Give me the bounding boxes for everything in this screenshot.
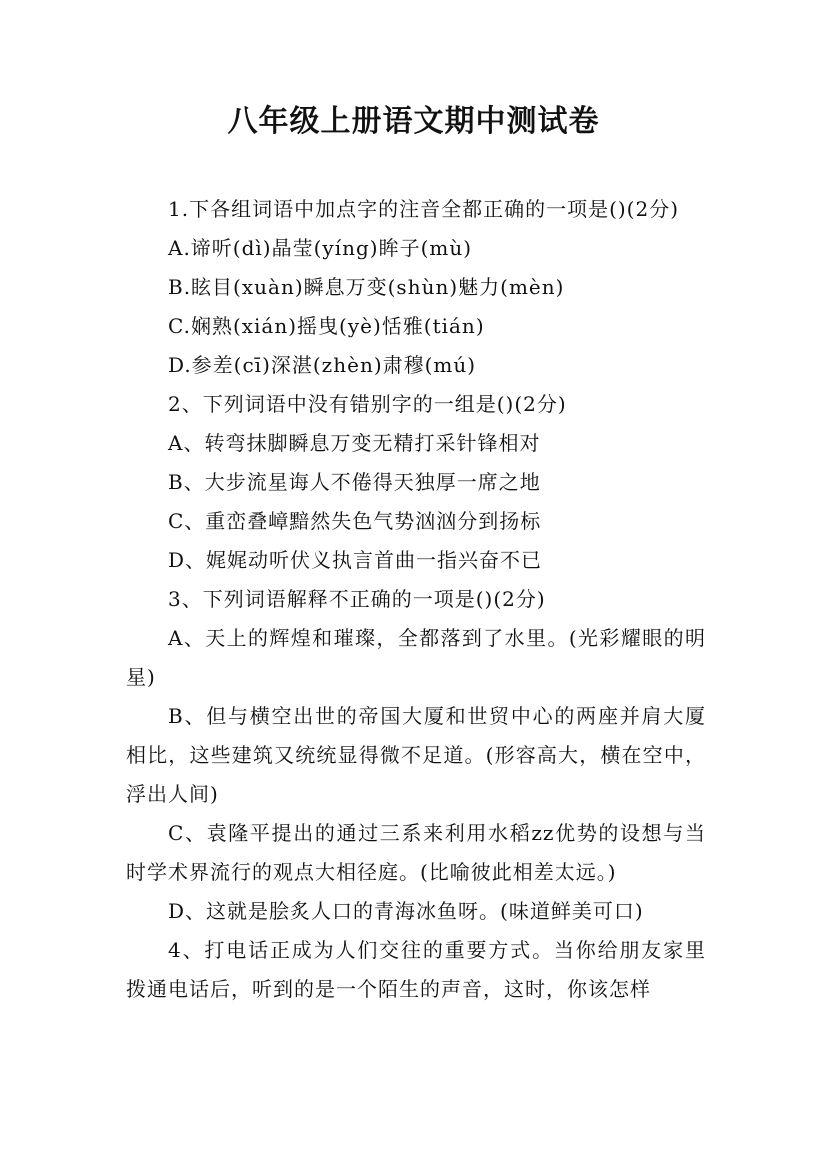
question-4-stem: 4、打电话正成为人们交往的重要方式。当你给朋友家里拨通电话后，听到的是一个陌生的声音，这时，你该怎样 xyxy=(126,938,706,1001)
question-2-option-c: C、重峦叠嶂黯然失色气势汹汹分到扬标 xyxy=(168,509,542,533)
question-1-option-a: A.谛听(dì)晶莹(yíng)眸子(mù) xyxy=(168,236,473,260)
page-title: 八年级上册语文期中测试卷 xyxy=(227,104,600,139)
question-1-option-c: C.娴熟(xián)摇曳(yè)恬雅(tián) xyxy=(168,314,485,338)
question-3-option-c: C、袁隆平提出的通过三系来利用水稻zz优势的设想与当时学术界流行的观点大相径庭。(比喻彼此相差太远。) xyxy=(126,821,706,884)
question-1-option-b: B.眩目(xuàn)瞬息万变(shùn)魅力(mèn) xyxy=(168,275,565,299)
question-2-option-b: B、大步流星诲人不倦得天独厚一席之地 xyxy=(168,470,541,494)
question-3-option-a: A、天上的辉煌和璀璨，全都落到了水里。(光彩耀眼的明星) xyxy=(126,626,706,689)
question-2-option-a: A、转弯抹脚瞬息万变无精打采针锋相对 xyxy=(168,431,541,455)
question-3-option-b: B、但与横空出世的帝国大厦和世贸中心的两座并肩大厦相比，这些建筑又统统显得微不足道。(形容高大，横在空中，浮出人间) xyxy=(126,704,706,806)
question-3-stem: 3、下列词语解释不正确的一项是()(2分) xyxy=(168,587,546,611)
question-2-option-d: D、娓娓动听伏义执言首曲一指兴奋不已 xyxy=(168,548,543,572)
question-1-stem: 1.下各组词语中加点字的注音全都正确的一项是()(2分) xyxy=(168,197,680,221)
question-3-option-d: D、这就是脍炙人口的青海冰鱼呀。(味道鲜美可口) xyxy=(168,899,644,923)
document-body xyxy=(126,190,706,1009)
question-2-stem: 2、下列词语中没有错别字的一组是()(2分) xyxy=(168,392,567,416)
question-1-option-d: D.参差(cī)深湛(zhèn)肃穆(mú) xyxy=(168,353,477,377)
